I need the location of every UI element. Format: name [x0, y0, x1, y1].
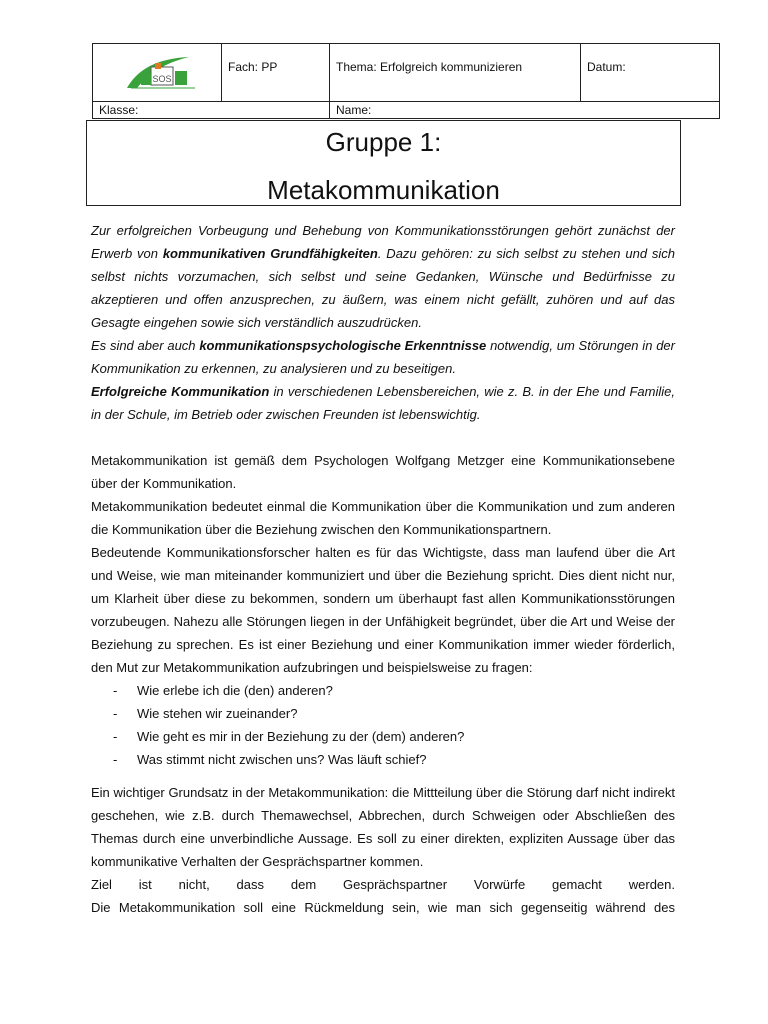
list-item: - Wie erlebe ich die (den) anderen? — [113, 679, 675, 702]
name-cell: Name: — [330, 102, 720, 119]
list-item: - Wie geht es mir in der Beziehung zu der (dem) anderen? — [113, 725, 675, 748]
class-cell: Klasse: — [93, 102, 330, 119]
intro-paragraph-3: Erfolgreiche Kommunikation in verschiedenen Lebensbereichen, wie z. B. in der Ehe und Familie, in der Schule, im Betrieb oder zwischen Freunden ist lebenswichtig. — [91, 384, 675, 422]
body-paragraph-4: Ein wichtiger Grundsatz in der Metakommunikation: die Mittteilung über die Störung darf nicht indirekt geschehen, wie z.B. durch Themawechsel, Abbrechen, durch Schweigen oder Abschließen des Themas durch eine unverbindliche Aussage. Es soll zu einer direkten, expliziten Aussage über das kommunikative Verhalten der Gesprächspartner kommen. — [91, 785, 675, 869]
body-paragraph-1: Metakommunikation ist gemäß dem Psychologen Wolfgang Metzger eine Kommunikationsebene über der Kommunikation. — [91, 453, 675, 491]
intro-paragraph-2: Es sind aber auch kommunikationspsychologische Erkenntnisse notwendig, um Störungen in der Kommunikation zu erkennen, zu analysieren und zu beseitigen. — [91, 338, 675, 376]
worksheet-header — [92, 43, 720, 119]
list-item: - Wie stehen wir zueinander? — [113, 702, 675, 725]
logo-text: SOS — [152, 73, 172, 84]
body-paragraph-3: Bedeutende Kommunikationsforscher halten es für das Wichtigste, dass man laufend über die Art und Weise, wie man miteinander kommuniziert und über die Beziehung spricht. Dies dient nicht nur, um Klarheit über diese zu bekommen, sondern um überhaupt fast allen Kommunikationsstörungen vorzubeugen. Nahezu alle Störungen liegen in der Unfähigkeit begründet, über die Art und Weise der Beziehung zu sprechen. Es ist einer Beziehung und einer Kommunikation immer wieder förderlich, den Mut zur Metakommunikation aufzubringen und beispielsweise zu fragen: — [91, 545, 675, 675]
body-paragraph-5: Ziel ist nicht, dass dem Gesprächspartner Vorwürfe gemacht werden. — [91, 877, 675, 892]
group-title: Gruppe 1: — [325, 127, 442, 157]
worksheet-text — [91, 219, 675, 919]
date-cell: Datum: — [581, 44, 720, 102]
topic-title: Metakommunikation — [267, 175, 500, 205]
question-list — [91, 679, 675, 771]
topic-cell: Thema: Erfolgreich kommunizieren — [330, 44, 581, 102]
group-title-box — [86, 120, 681, 206]
subject-cell: Fach: PP — [222, 44, 330, 102]
list-item: - Was stimmt nicht zwischen uns? Was läuft schief? — [113, 748, 675, 771]
intro-section — [91, 219, 675, 426]
intro-paragraph-1: Zur erfolgreichen Vorbeugung und Behebung von Kommunikationsstörungen gehört zunächst der Erwerb von kommunikativen Grundfähigkeiten. Dazu gehören: zu sich selbst zu stehen und sich selbst nichts vorzumachen, sich selbst und seine Gedanken, Wünsche und Bedürfnisse zu akzeptieren und offen anzusprechen, zu äußern, was einem nicht gefällt, zuhören und auf das Gesagte eingehen sowie sich verständlich auszudrücken. — [91, 223, 675, 330]
school-logo — [93, 51, 221, 92]
body-paragraph-6: Die Metakommunikation soll eine Rückmeldung sein, wie man sich gegenseitig während des — [91, 900, 675, 915]
body-paragraph-2: Metakommunikation bedeutet einmal die Kommunikation über die Kommunikation und zum anderen die Kommunikation über die Beziehung zwischen den Kommunikationspartnern. — [91, 499, 675, 537]
school-logo-cell — [93, 44, 222, 102]
